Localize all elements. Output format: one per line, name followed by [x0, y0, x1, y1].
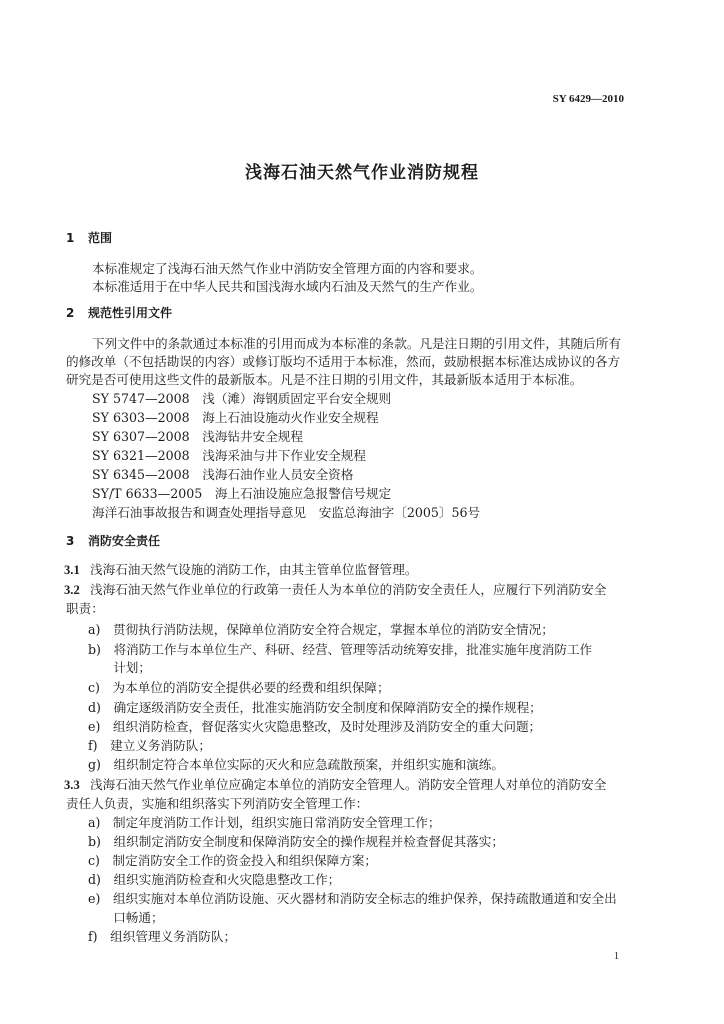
- clause-3-2: [64, 582, 606, 598]
- clause-text: 浅海石油天然气作业单位应确定本单位的消防安全管理人。消防安全管理人对单位的消防安全: [90, 777, 607, 792]
- page-number: 1: [614, 951, 619, 962]
- section-3-heading: [66, 532, 160, 549]
- list-item: e) 组织消防检查，督促落实火灾隐患整改，及时处理涉及消防安全的重大问题；: [88, 719, 542, 734]
- section-number: 2: [66, 306, 75, 320]
- list-item: g) 组织制定符合本单位实际的灭火和应急疏散预案，并组织实施和演练。: [88, 757, 504, 772]
- section-title: 范围: [88, 231, 113, 245]
- clause-3-3: [64, 777, 606, 793]
- list-item: d) 确定逐级消防安全责任，批准实施消防安全制度和保障消防安全的操作规程；: [88, 700, 542, 715]
- reference-item: SY 6345—2008 浅海石油作业人员安全资格: [92, 467, 354, 482]
- paragraph-line: 研究是否可使用这些文件的最新版本。凡是不注日期的引用文件，其最新版本适用于本标准。: [66, 372, 583, 387]
- reference-item: SY 6303—2008 海上石油设施动火作业安全规程: [92, 410, 379, 425]
- list-item: a) 贯彻执行消防法规，保障单位消防安全符合规定，掌握本单位的消防安全情况；: [88, 622, 554, 637]
- clause-text: 浅海石油天然气设施的消防工作，由其主管单位监督管理。: [90, 562, 418, 577]
- list-item: f) 建立义务消防队；: [88, 738, 211, 753]
- clause-number: 3.2: [64, 583, 80, 597]
- section-number: 1: [66, 231, 75, 245]
- list-item: b) 组织制定消防安全制度和保障消防安全的操作规程并检查督促其落实；: [88, 834, 504, 849]
- section-title: 规范性引用文件: [88, 306, 173, 320]
- paragraph-line: 责任人负责，实施和组织落实下列消防安全管理工作：: [66, 796, 369, 811]
- document-title: 浅海石油天然气作业消防规程: [245, 163, 479, 183]
- reference-item: SY/T 6633—2005 海上石油设施应急报警信号规定: [92, 486, 392, 501]
- clause-text: 浅海石油天然气作业单位的行政第一责任人为本单位的消防安全责任人，应履行下列消防安全: [90, 582, 607, 597]
- reference-item: 海洋石油事故报告和调查处理指导意见 安监总海油字〔2005〕56号: [92, 505, 481, 520]
- list-item: 计划；: [88, 660, 151, 675]
- clause-3-1: [64, 562, 417, 578]
- standard-code: SY 6429—2010: [552, 93, 624, 105]
- paragraph-line: 的修改单（不包括勘误的内容）或修订版均不适用于本标准，然而，鼓励根据本标准达成协议的各方: [66, 354, 621, 369]
- paragraph-line: 本标准适用于在中华人民共和国浅海水域内石油及天然气的生产作业。: [92, 279, 483, 294]
- clause-number: 3.1: [64, 563, 80, 577]
- section-number: 3: [66, 534, 75, 548]
- list-item: f) 组织管理义务消防队；: [88, 929, 237, 944]
- list-item: e) 组织实施对本单位消防设施、灭火器材和消防安全标志的维护保养，保持疏散通道和安全出: [88, 891, 617, 906]
- list-item: d) 组织实施消防检查和火灾隐患整改工作；: [88, 872, 341, 887]
- section-1-heading: [66, 229, 112, 246]
- list-item: c) 制定消防安全工作的资金投入和组织保障方案；: [88, 853, 378, 868]
- section-title: 消防安全责任: [88, 534, 161, 548]
- clause-number: 3.3: [64, 778, 80, 792]
- list-item: b) 将消防工作与本单位生产、科研、经营、管理等活动统筹安排，批准实施年度消防工作: [88, 642, 593, 657]
- reference-item: SY 6321—2008 浅海采油与井下作业安全规程: [92, 448, 366, 463]
- reference-item: SY 6307—2008 浅海钻井安全规程: [92, 429, 303, 444]
- paragraph-line: 本标准规定了浅海石油天然气作业中消防安全管理方面的内容和要求。: [92, 261, 483, 276]
- list-item: c) 为本单位的消防安全提供必要的经费和组织保障；: [88, 680, 390, 695]
- list-item: a) 制定年度消防工作计划，组织实施日常消防安全管理工作；: [88, 815, 441, 830]
- paragraph-line: 下列文件中的条款通过本标准的引用而成为本标准的条款。凡是注日期的引用文件，其随后所有: [92, 336, 621, 351]
- paragraph-line: 职责：: [66, 601, 104, 616]
- reference-item: SY 5747—2008 浅（滩）海钢质固定平台安全规则: [92, 391, 392, 406]
- list-item: 口畅通；: [88, 910, 164, 925]
- section-2-heading: [66, 304, 172, 321]
